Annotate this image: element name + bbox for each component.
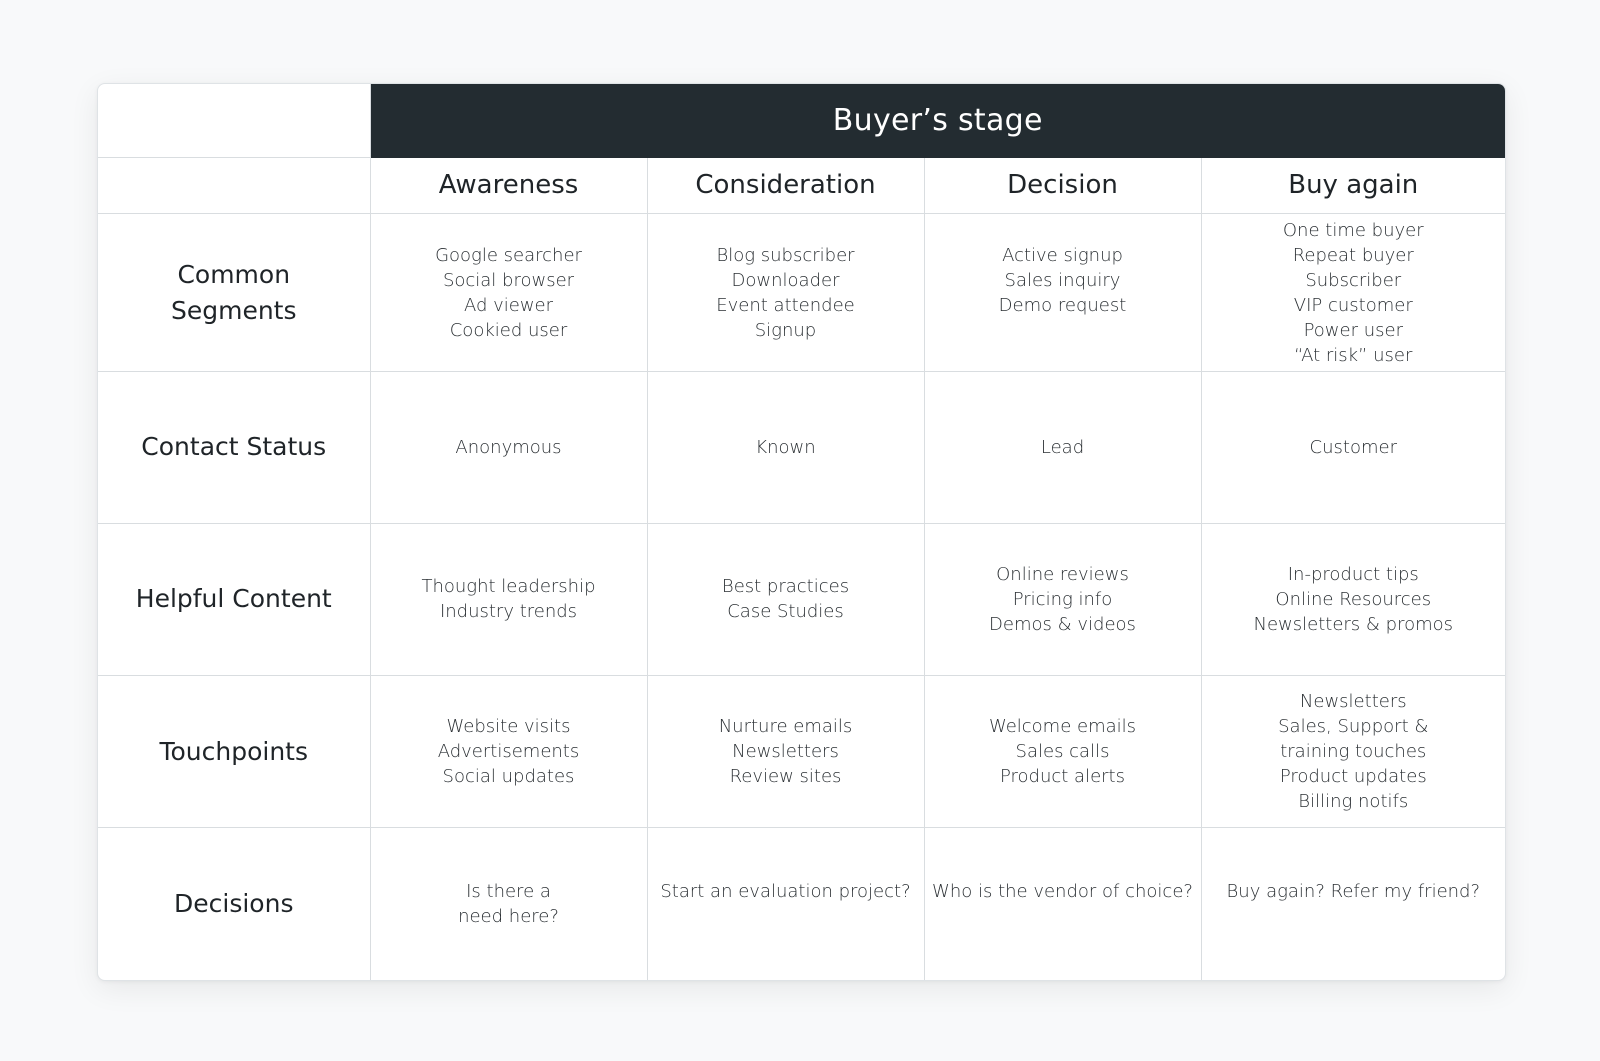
cell-line: Pricing info [1012, 588, 1113, 610]
title-row [98, 84, 1505, 157]
cell-decision [924, 828, 1201, 980]
cell-line: Case Studies [727, 601, 844, 623]
cell-line: Newsletters [1299, 691, 1407, 713]
cell-consideration [647, 523, 924, 675]
row-label-contact-status [98, 371, 370, 523]
cell-line: Active signup [1002, 244, 1123, 266]
cell-buy-again [1201, 828, 1505, 980]
cell-consideration [647, 828, 924, 980]
cell-line: Cookied user [449, 319, 568, 341]
cell-decision [924, 214, 1201, 371]
cell-line-spacer [654, 904, 918, 929]
row-touchpoints [98, 676, 1505, 828]
cell-line: Lead [1040, 436, 1085, 458]
cell-line: Social updates [442, 766, 575, 788]
cell-line: Newsletters & promos [1253, 613, 1454, 635]
row-label-helpful-content [98, 523, 370, 675]
cell-buy-again [1201, 371, 1505, 523]
cell-line: Ad viewer [463, 294, 554, 316]
cell-line: Website visits [446, 716, 571, 738]
cell-line: Is there a [466, 881, 551, 903]
buyers-stage-header: Buyer’s stage [370, 84, 1505, 157]
cell-line: Google searcher [435, 244, 582, 266]
cell-line: VIP customer [1293, 295, 1413, 317]
cell-awareness [370, 676, 647, 828]
column-header-buy-again: Buy again [1201, 157, 1505, 214]
cell-line: Product alerts [999, 766, 1125, 788]
cell-line: Demo request [998, 294, 1127, 316]
cell-line: Best practices [721, 576, 850, 598]
cell-consideration [647, 371, 924, 523]
cell-line: Downloader [731, 269, 840, 291]
row-label-line: Common [177, 259, 291, 289]
cell-line: In-product tips [1287, 563, 1419, 585]
cell-line: Social browser [442, 269, 575, 291]
cell-line: Industry trends [439, 601, 578, 623]
cell-line-spacer [1208, 904, 1500, 929]
row-label-line: Segments [170, 295, 297, 325]
cell-buy-again [1201, 676, 1505, 828]
cell-line: Customer [1309, 436, 1397, 458]
row-helpful-content [98, 523, 1505, 675]
cell-line: need here? [458, 906, 559, 928]
cell-awareness [370, 523, 647, 675]
column-header-row [98, 157, 1505, 214]
cell-decision [924, 676, 1201, 828]
cell-awareness [370, 828, 647, 980]
cell-line: Advertisements [437, 741, 580, 763]
cell-line: Known [755, 436, 816, 458]
cell-line: Signup [754, 319, 817, 341]
row-common-segments [98, 214, 1505, 371]
cell-line: Review sites [729, 766, 842, 788]
row-label-line: Decisions [174, 889, 294, 919]
cell-line: Anonymous [455, 436, 562, 458]
cell-line: Welcome emails [988, 716, 1137, 738]
cell-line: One time buyer [1282, 220, 1424, 242]
cell-line: Sales inquiry [1004, 269, 1121, 291]
row-label-common-segments [98, 214, 370, 371]
column-header-consideration: Consideration [647, 157, 924, 214]
cell-awareness [370, 371, 647, 523]
cell-line: Product updates [1279, 766, 1427, 788]
cell-line: Online Resources [1275, 588, 1432, 610]
cell-line: Blog subscriber [716, 244, 855, 266]
row-label-decisions [98, 828, 370, 980]
cell-line: Thought leadership [421, 576, 596, 598]
cell-buy-again [1201, 214, 1505, 371]
cell-buy-again [1201, 523, 1505, 675]
cell-line: Nurture emails [718, 716, 853, 738]
cell-line: Billing notifs [1298, 791, 1409, 813]
cell-line: Buy again? Refer my friend? [1226, 881, 1481, 903]
cell-line: Sales calls [1015, 741, 1110, 763]
cell-decision [924, 523, 1201, 675]
cell-consideration [647, 214, 924, 371]
buyer-stage-matrix [97, 83, 1506, 981]
row-label-line: Contact Status [141, 432, 327, 462]
cell-line-spacer [931, 904, 1195, 929]
row-decisions [98, 828, 1505, 980]
cell-line: training touches [1280, 741, 1427, 763]
cell-line-spacer [931, 318, 1195, 343]
cell-line: Start an evaluation project? [660, 881, 911, 903]
cell-line: Repeat buyer [1292, 245, 1414, 267]
cell-line: Sales, Support & [1278, 716, 1429, 738]
row-contact-status [98, 371, 1505, 523]
column-header-awareness: Awareness [370, 157, 647, 214]
cell-awareness [370, 214, 647, 371]
stage-table [98, 84, 1505, 980]
corner-cell [98, 84, 370, 157]
row-label-line: Touchpoints [159, 736, 309, 766]
cell-decision [924, 371, 1201, 523]
cell-consideration [647, 676, 924, 828]
cell-line: Online reviews [996, 563, 1129, 585]
cell-line: Power user [1303, 320, 1403, 342]
row-label-touchpoints [98, 676, 370, 828]
column-header-decision: Decision [924, 157, 1201, 214]
corner-cell-2 [98, 157, 370, 214]
cell-line: Subscriber [1305, 270, 1402, 292]
cell-line: Event attendee [716, 294, 855, 316]
cell-line: Who is the vendor of choice? [932, 881, 1193, 903]
cell-line: Demos & videos [989, 613, 1136, 635]
cell-line: “At risk” user [1294, 345, 1413, 367]
cell-line: Newsletters [732, 741, 839, 763]
row-label-line: Helpful Content [135, 584, 332, 614]
